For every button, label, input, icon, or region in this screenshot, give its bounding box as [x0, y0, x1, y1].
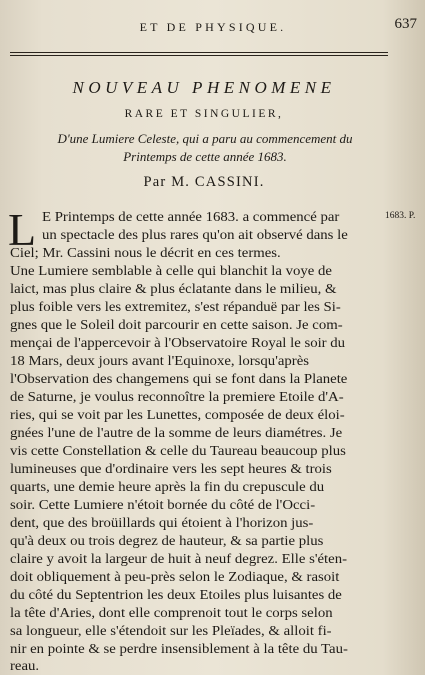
body-line: plus foible vers les extremitez, s'est répanduë par les Si- [10, 299, 341, 314]
header-rule-top [10, 52, 388, 53]
body-line: Une Lumiere semblable à celle qui blanchit la voye de [10, 263, 332, 278]
body-line: gnées l'une de l'autre de la somme de leurs diamétres. Je [10, 425, 343, 440]
body-line: soir. Cette Lumiere n'étoit bornée du côté de l'Occi- [10, 497, 316, 512]
body-line: sa longueur, elle s'étendoit sur les Pleïades, & alloit fi- [10, 623, 332, 638]
description-line: D'une Lumiere Celeste, qui a paru au commencement du [57, 131, 353, 146]
header-rule-bottom [10, 55, 388, 56]
body-line: la tête d'Aries, dont elle comprenoit tout le corps selon [10, 605, 333, 620]
body-line: du côté du Septentrion les deux Etoiles plus luisantes de [10, 587, 342, 602]
body-line: lumineuses que d'ordinaire vers les sept heures & trois [10, 461, 332, 476]
article-description [8, 130, 402, 166]
body-line: reau. [10, 658, 40, 673]
body-line: laict, mas plus claire & plus éclatante dans le milieu, & [10, 281, 337, 296]
article-author: Par M. CASSINI. [143, 174, 265, 190]
drop-cap: L [8, 204, 37, 255]
marginal-note: 1683. P. [385, 211, 416, 221]
body-line: E Printemps de cette année 1683. a commencé par [42, 209, 340, 224]
body-line: 18 Mars, deux jours avant l'Equinoxe, lorsqu'après [10, 353, 310, 368]
body-line: gnes que le Soleil doit parcourir en cette saison. Je com- [10, 317, 343, 332]
running-head: ET DE PHYSIQUE. [139, 20, 287, 34]
body-line: quarts, une demie heure après la fin du crepuscule du [10, 479, 325, 494]
body-line: vis cette Constellation & celle du Taureau beaucoup plus [10, 443, 346, 458]
body-line: nir en pointe & se perdre insensiblement à la tête du Tau- [10, 641, 348, 656]
body-line: doit obliquement à peu-près selon le Zodiaque, & rasoit [10, 569, 340, 584]
body-line: l'Observation des changemens qui se font dans la Planete [10, 371, 348, 386]
article-subtitle: RARE ET SINGULIER, [124, 108, 284, 120]
article-title: NOUVEAU PHENOMENE [72, 78, 336, 97]
body-line: dent, que des broüillards qui étoient à l'horizon jus- [10, 515, 314, 530]
body-line: claire y avoit la largeur de huit à neuf degrez. Elle s'éten- [10, 551, 348, 566]
body-line: qu'à deux ou trois degrez de hauteur, & sa partie plus [10, 533, 324, 548]
body-line: mençai de l'appercevoir à l'Observatoire Royal le soir du [10, 335, 346, 350]
description-line: Printemps de cette année 1683. [123, 149, 287, 164]
page-number: 637 [394, 16, 417, 32]
body-line: ries, qui se voit par les Lunettes, composée de deux éloi- [10, 407, 345, 422]
body-line: Ciel; Mr. Cassini nous le décrit en ces termes. [10, 245, 281, 260]
body-line: de Saturne, je voulus reconnoître la premiere Etoile d'A- [10, 389, 344, 404]
body-line: un spectacle des plus rares qu'on ait observé dans le [42, 227, 348, 242]
